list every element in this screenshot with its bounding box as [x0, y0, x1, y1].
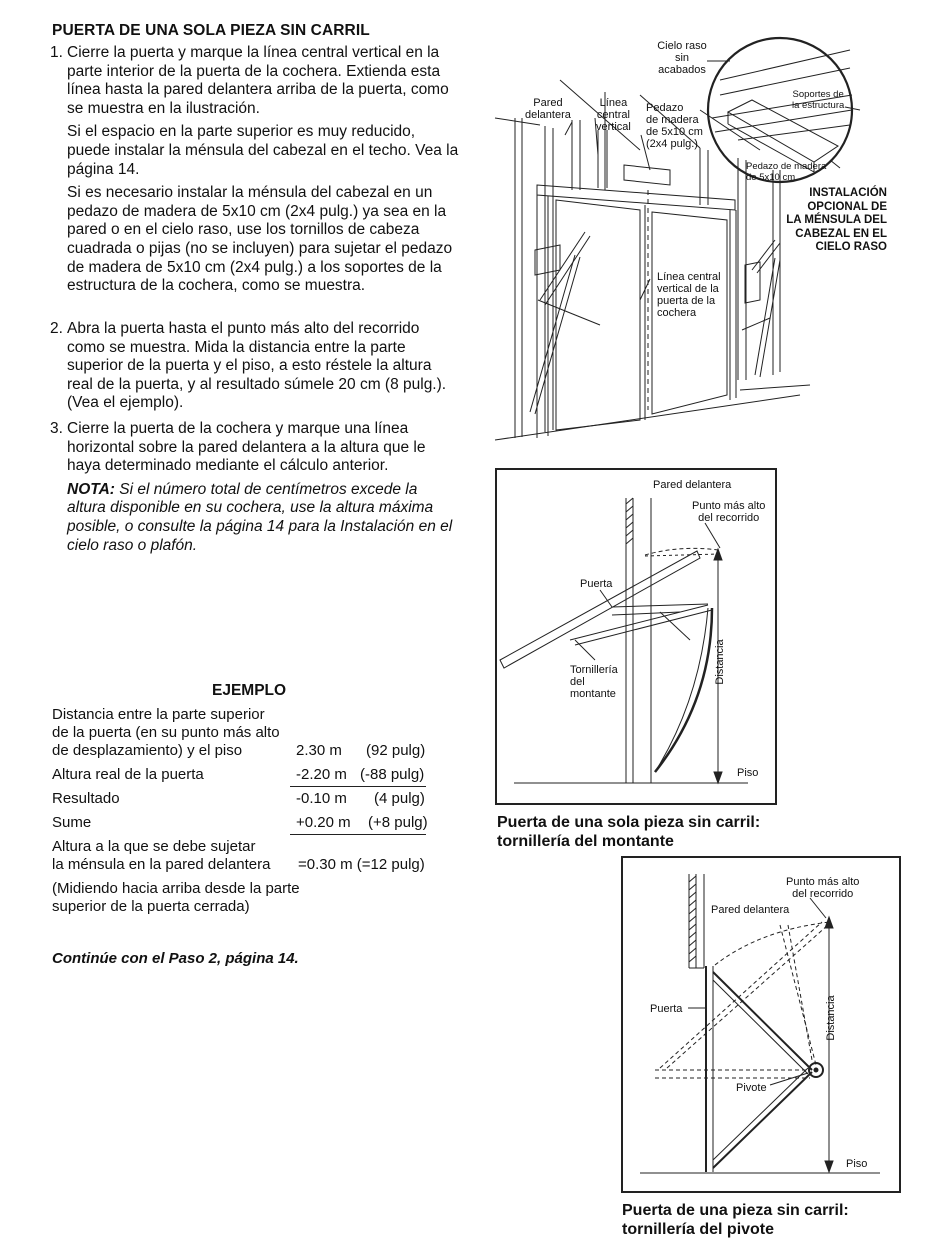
step-number: 3. — [50, 420, 63, 437]
example-value-metric: -0.10 m — [296, 790, 347, 807]
label-tornilleria: Tornillería del montante — [570, 664, 618, 700]
label-pivote: Pivote — [736, 1082, 767, 1094]
label-pared-delantera: Pared delantera — [525, 97, 571, 121]
label-piso: Piso — [846, 1158, 868, 1170]
example-value-imperial: (4 pulg) — [374, 790, 425, 807]
step-paragraph: Si es necesario instalar la ménsula del cabezal en un pedazo de madera de 5x10 cm (2x4 pulg.) ya sea en la pared o en el cielo raso, use los tornillos de cabeza cuadrada o pijas (no se incluyen) para sujetar el pedazo de madera de 5x10 cm (2x4 pulg.) a los soportes de la estructura de la cochera, como se muestra. — [67, 184, 453, 295]
example-value-metric: +0.20 m — [296, 814, 351, 831]
example-label: Distancia entre la parte superior de la puerta (en su punto más alto de desplazamiento) y el piso — [52, 706, 280, 759]
label-soportes: Soportes de la estructura — [792, 89, 845, 111]
label-piso: Piso — [737, 767, 759, 779]
label-linea-central: Línea central vertical — [596, 97, 631, 133]
continue-note: Continúe con el Paso 2, página 14. — [52, 950, 299, 967]
example-label: Resultado — [52, 790, 120, 807]
label-puerta: Puerta — [580, 578, 613, 590]
step-number: 1. — [50, 44, 63, 61]
label-puerta: Puerta — [650, 1003, 683, 1015]
label-pared-delantera: Pared delantera — [653, 479, 732, 491]
label-punto-alto: Punto más alto del recorrido — [786, 876, 860, 900]
example-value-result: =0.30 m (=12 pulg) — [298, 856, 425, 873]
label-distancia: Distancia — [825, 995, 837, 1041]
example-value-metric: 2.30 m — [296, 742, 342, 759]
step-number: 2. — [50, 320, 63, 337]
label-cielo-raso: Cielo raso sin acabados — [657, 40, 707, 76]
label-distancia: Distancia — [714, 639, 726, 685]
figure-caption: Puerta de una pieza sin carril: tornillería del pivote — [622, 1202, 849, 1238]
example-title: EJEMPLO — [212, 682, 287, 699]
note-text: Si el número total de centímetros excede la altura disponible en su cochera, use la altura máxima posible, o consulte la página 14 para la Instalación en el cielo raso o plafón. — [67, 480, 453, 554]
figure-caption: Puerta de una sola pieza sin carril: tornillería del montante — [497, 814, 761, 850]
label-instalacion-opcional: INSTALACIÓN OPCIONAL DE LA MÉNSULA DEL CABEZAL EN EL CIELO RASO — [786, 187, 887, 253]
example-value-imperial: (+8 pulg) — [368, 814, 428, 831]
step-paragraph: Abra la puerta hasta el punto más alto del recorrido como se muestra. Mida la distancia entre la parte superior de la puerta y el piso, a esto réstele la altura real de la puerta, y al resultado súmele 20 cm (8 pulg.). (Vea el ejemplo). — [67, 320, 447, 412]
step-paragraph: Cierre la puerta de la cochera y marque una línea horizontal sobre la pared delantera a la altura que le haya determinado mediante el cálculo anterior. — [67, 420, 426, 475]
label-pared-delantera: Pared delantera — [711, 904, 790, 916]
step-paragraph: Cierre la puerta y marque la línea central vertical en la parte interior de la puerta de la cochera. Extienda esta línea hasta la pared delantera arriba de la puerta, como se muestra en la ilustración. — [67, 44, 449, 117]
example-label: Sume — [52, 814, 92, 831]
example-value-imperial: (92 pulg) — [366, 742, 426, 759]
page-title: PUERTA DE UNA SOLA PIEZA SIN CARRIL — [52, 22, 370, 39]
note-label: NOTA: — [67, 480, 115, 498]
example-note: (Midiendo hacia arriba desde la parte superior de la puerta cerrada) — [52, 880, 300, 915]
example-label: Altura a la que se debe sujetar la ménsula en la pared delantera — [52, 838, 271, 873]
label-pedazo-zoom: Pedazo de madera de 5x10 cm — [746, 161, 827, 183]
example-label: Altura real de la puerta — [52, 766, 204, 783]
label-linea-puerta: Línea central vertical de la puerta de la cochera — [657, 271, 721, 319]
label-punto-alto: Punto más alto del recorrido — [692, 500, 766, 524]
example-value-imperial: (-88 pulg) — [360, 766, 425, 783]
label-pedazo: Pedazo de madera de 5x10 cm (2x4 pulg.) — [646, 102, 703, 150]
example-value-metric: -2.20 m — [296, 766, 347, 783]
step-paragraph: Si el espacio en la parte superior es muy reducido, puede instalar la ménsula del cabezal en el techo. Vea la página 14. — [67, 123, 459, 178]
